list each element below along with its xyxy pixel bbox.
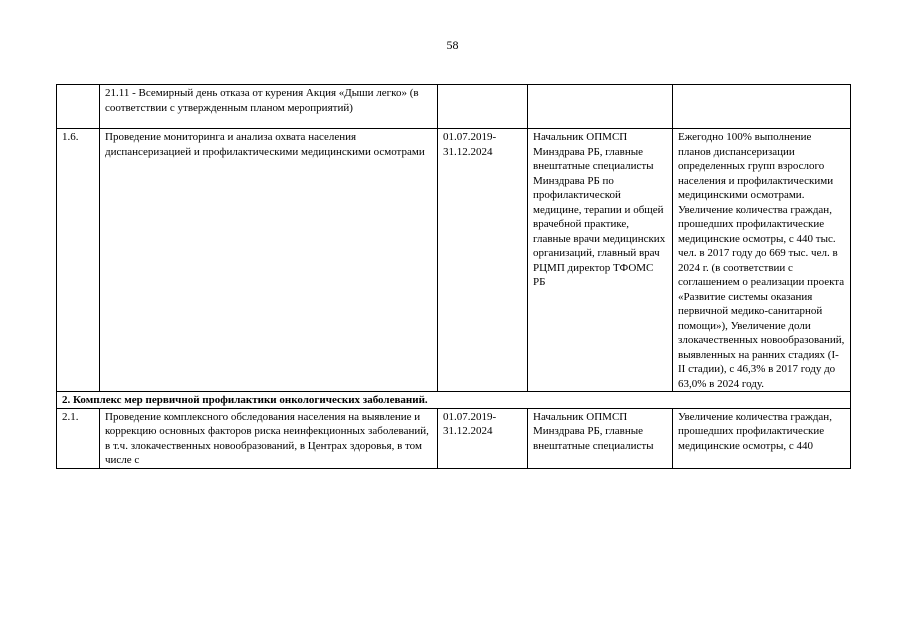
- activity-cell: Проведение мониторинга и анализа охвата населения диспансеризацией и профилактическими медицинскими осмотрами: [100, 129, 438, 392]
- section-title: 2. Комплекс мер первичной профилактики онкологических заболеваний.: [57, 392, 851, 409]
- responsible-cell: Начальник ОПМСП Минздрава РБ, главные внештатные специалисты Минздрава РБ по профилактической медицине, терапии и общей врачебной практике, главные врачи медицинских организаций, главный врач РЦМП директор ТФОМС РБ: [528, 129, 673, 392]
- responsible-cell: [528, 85, 673, 129]
- table-row: [57, 85, 851, 129]
- result-cell: Ежегодно 100% выполнение планов диспансеризации определенных групп взрослого населения и профилактическими медицинскими осмотрами. Увеличение количества граждан, прошедших профилактические медицинские осмотры, с 440 тыс. чел. в 2017 году до 669 тыс. чел. в 2024 г. (в соответствии с соглашением о реализации проекта «Развитие системы оказания первичной медико-санитарной помощи»), Увеличение доли злокачественных новообразований, выявленных на ранних стадиях (I-II стадии), с 46,3% в 2017 году до 63,0% в 2024 году.: [673, 129, 851, 392]
- row-number: 1.6.: [57, 129, 100, 392]
- row-number: 2.1.: [57, 408, 100, 468]
- result-cell: Увеличение количества граждан, прошедших профилактические медицинские осмотры, с 440: [673, 408, 851, 468]
- period-cell: 01.07.2019-31.12.2024: [438, 129, 528, 392]
- measures-table: [56, 84, 851, 469]
- result-cell: [673, 85, 851, 129]
- section-row: [57, 392, 851, 409]
- activity-cell: Проведение комплексного обследования населения на выявление и коррекцию основных факторов риска неинфекционных заболеваний, в т.ч. злокачественных новообразований, в Центрах здоровья, в том числе с: [100, 408, 438, 468]
- row-number: [57, 85, 100, 129]
- table-row: [57, 408, 851, 468]
- page-number: 58: [446, 38, 459, 52]
- responsible-cell: Начальник ОПМСП Минздрава РБ, главные внештатные специалисты: [528, 408, 673, 468]
- activity-cell: 21.11 - Всемирный день отказа от курения Акция «Дыши легко» (в соответствии с утвержденным планом мероприятий): [100, 85, 438, 129]
- table-row: [57, 129, 851, 392]
- period-cell: [438, 85, 528, 129]
- period-cell: 01.07.2019-31.12.2024: [438, 408, 528, 468]
